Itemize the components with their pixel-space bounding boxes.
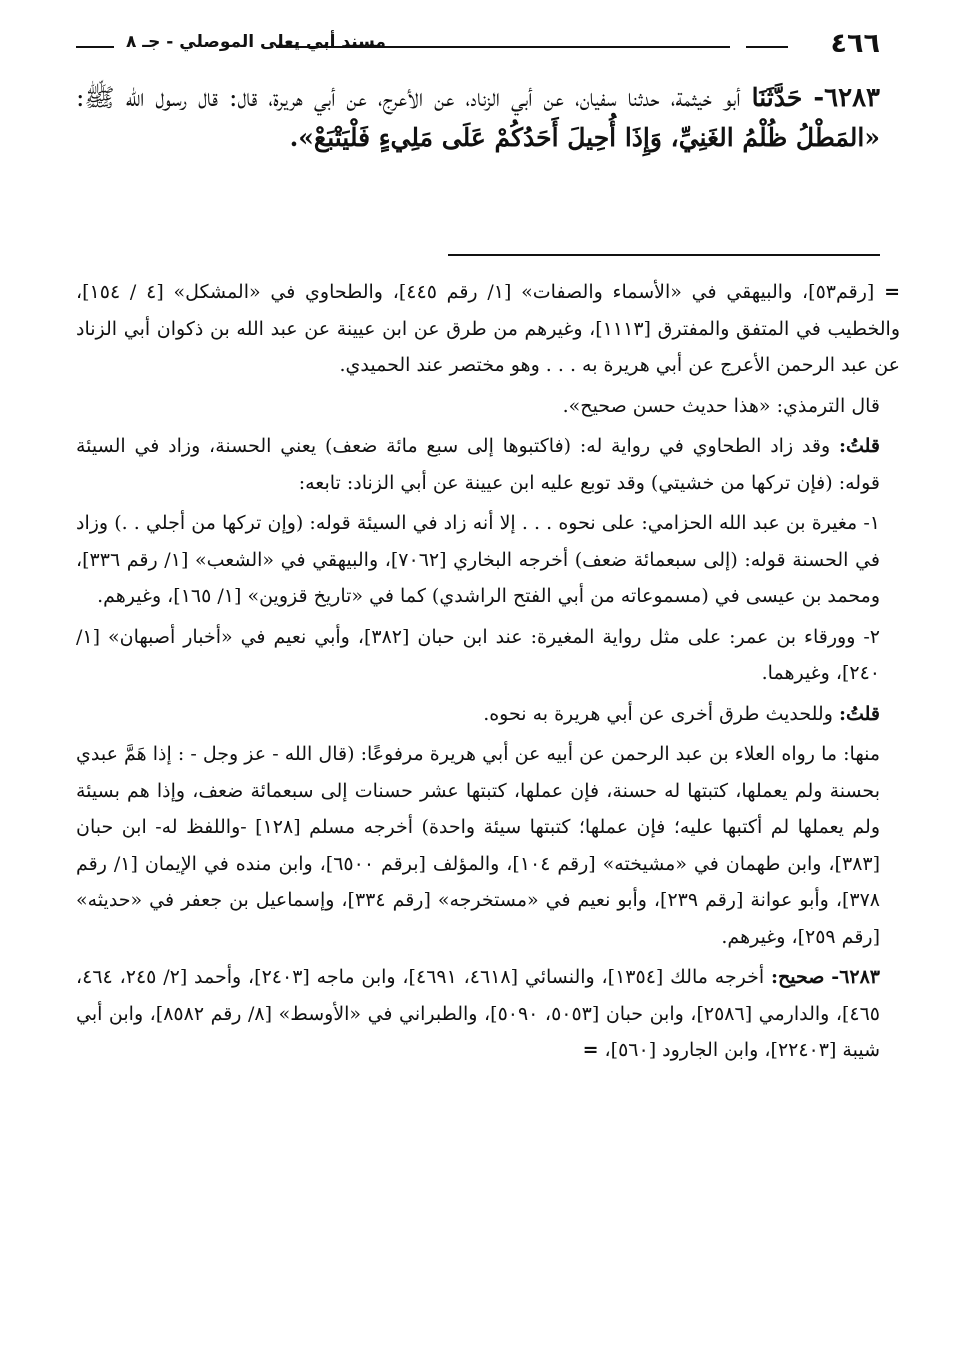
footnote-list-item <box>76 619 880 692</box>
running-head <box>76 26 880 66</box>
qult-text: وقد زاد الطحاوي في رواية له: (فاكتبوها إلى سبع مائة ضعف) يعني الحسنة، وزاد في السيئة قوله: (فإن تركها من خشيتي) وقد توبع عليه ابن عيينة عن أبي الزناد: تابعه: <box>76 435 880 494</box>
header-dash <box>76 46 114 48</box>
hadith-number: ٦٢٨٣- <box>813 83 881 113</box>
hadith-matn: «المَطْلُ ظُلْمُ الغَنِيِّ، وَإِذَا أُحِيلَ أَحَدُكُمْ عَلَى مَلِيءٍ فَلْيَتْبَعْ». <box>289 123 880 152</box>
continuation-marker: = <box>884 281 900 303</box>
footnote-paragraph <box>76 959 880 1069</box>
footnote-paragraph <box>76 388 880 425</box>
qult-label: قلتُ: <box>838 702 880 725</box>
minha-text: منها: ما رواه العلاء بن عبد الرحمن عن أبيه عن أبي هريرة مرفوعًا: (قال الله - عز وجل - : إذا هَمَّ عبدي بحسنة ولم يعملها، كتبتها له حسنة، فإن عملها، كتبتها عشر حسنات إلى سبعمائة ضعف، وإذا هم بسيئة ولم يعملها لم أكتبها عليه؛ فإن عملها؛ كتبتها سيئة واحدة) أخرجه مسلم [١٢٨] -واللفظ له- ابن حبان [٣٨٣]، وابن طهمان في «مشيخته» [رقم ١٠٤]، والمؤلف [برقم ٦٥٠٠]، وابن منده في الإيمان [١/ رقم ٣٧٨]، وأبو عوانة [رقم ٢٣٩]، وأبو نعيم في «مستخرجه» [رقم ٣٣٤]، وإسماعيل بن جعفر في «حديثه» [رقم ٢٥٩]، وغيرهم. <box>76 743 881 948</box>
continuation-marker: = <box>582 1039 599 1061</box>
footnote-separator <box>448 254 880 256</box>
footnote-paragraph <box>76 274 900 384</box>
header-dash <box>746 46 788 48</box>
hadith-opening: حَدَّثَنَا <box>751 83 803 112</box>
follow-up-item: ٢- وورقاء بن عمر: على مثل رواية المغيرة: عند ابن حبان [٣٨٢]، وأبي نعيم في «أخبار أصبهان» [١/ ٢٤٠]، وغيرهما. <box>76 625 880 684</box>
hadith-chain: أبو خيثمة، حدثنا سفيان، عن أبي الزناد، عن الأعرج، عن أبي هريرة، قال: قال رسول الله ﷺ: <box>76 83 741 112</box>
takhrij-text: أخرجه مالك [١٣٥٤]، والنسائي [٤٦١٨، ٤٦٩١]، وابن ماجه [٢٤٠٣]، وأحمد [٢/ ٢٤٥، ٤٦٤، ٤٦٥]، والدارمي [٢٥٨٦]، وابن حبان [٥٠٥٣، ٥٠٩٠]، والطبراني في «الأوسط» [٨/ رقم ٨٥٨٢]، وابن أبي شيبة [٢٢٤٠٣]، وابن الجارود [٥٦٠]، <box>76 966 881 1061</box>
footnote-list-item <box>76 505 880 615</box>
grading-label: صحيح: <box>771 966 825 988</box>
qult-label: قلتُ: <box>838 435 880 457</box>
hadith-text <box>76 78 880 157</box>
tirmidhi-text: قال الترمذي: «هذا حديث حسن صحيح». <box>562 394 880 417</box>
follow-up-item: ١- مغيرة بن عبد الله الحزامي: على نحوه . . . إلا أنه زاد في السيئة قوله: (وإن تركها من أجلي . .) وزاد في الحسنة قوله: (إلى سبعمائة ضعف) أخرجه البخاري [٧٠٦٢]، والبيهقي في «الشعب» [١/ رقم ٣٣٦]، ومحمد بن عيسى في (مسموعاته من أبي الفتح الراشدي) كما في «تاريخ قزوين» [١/ ١٦٥]، وغيرهم. <box>76 512 880 607</box>
footnote-paragraph <box>76 428 880 501</box>
qult-text: وللحديث طرق أخرى عن أبي هريرة به نحوه. <box>483 702 833 725</box>
takhrij-number: ٦٢٨٣- <box>831 966 881 988</box>
footnote-text: [رقم٥٣]، والبيهقي في «الأسماء والصفات» [١/ رقم ٤٤٥]، والطحاوي في «المشكل» [٤ / ١٥٤]، والخطيب في المتفق والمفترق [١١١٣]، وغيرهم من طرق عن ابن عيينة عن عبد الله بن ذكوان أبي الزناد عن عبد الرحمن الأعرج عن أبي هريرة به . . . وهو مختصر عند الحميدي. <box>76 281 901 376</box>
footnote-paragraph <box>76 696 880 733</box>
footnotes <box>76 274 901 1073</box>
book-title: مسند أبي يعلى الموصلي - جـ ٨ <box>126 32 386 52</box>
footnote-paragraph <box>76 736 880 955</box>
page-number: ٤٦٦ <box>830 28 880 59</box>
